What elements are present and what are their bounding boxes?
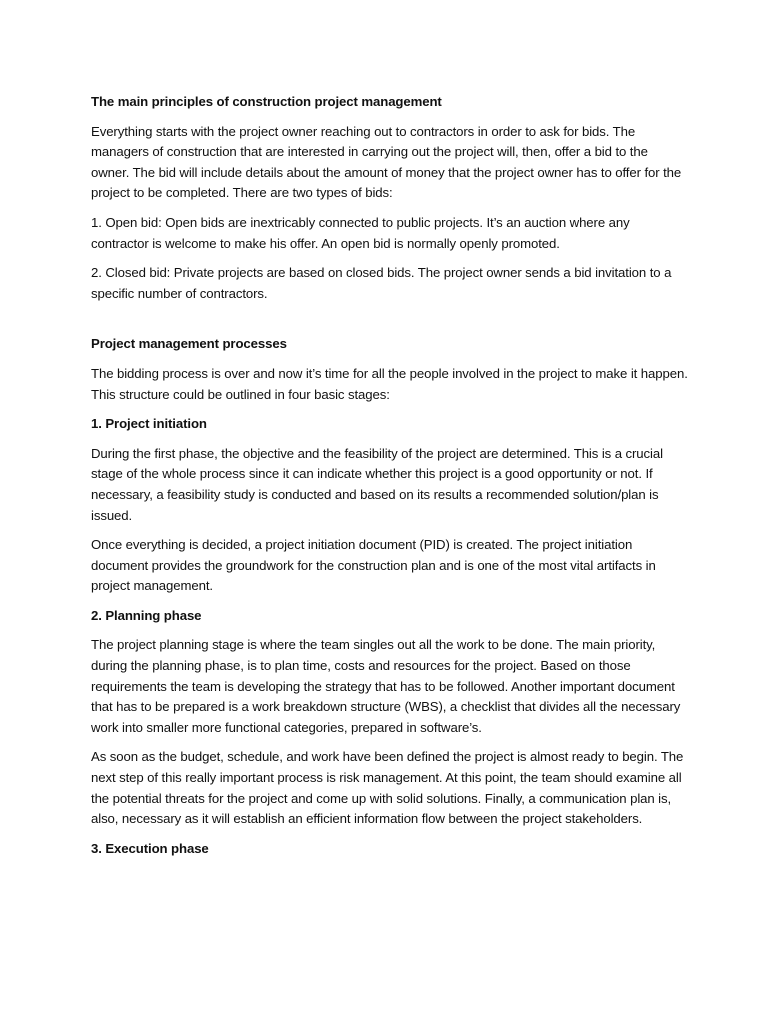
section-spacer: [91, 313, 689, 334]
paragraph-bids-intro: Everything starts with the project owner reaching out to contractors in order to ask for bids. The managers of construction that are interested in carrying out the project will, then, offer a bid to the owner. The bid will include details about the amount of money that the project owner has to offer for the project to be completed. There are two types of bids:: [91, 123, 682, 201]
paragraph-initiation-2: Once everything is decided, a project initiation document (PID) is created. The project initiation document provides the groundwork for the construction plan and is one of the most vital artifacts in project management.: [91, 537, 656, 594]
paragraph-open-bid: 1. Open bid: Open bids are inextricably connected to public projects. It’s an auction where any contractor is welcome to make his offer. An open bid is normally openly promoted.: [91, 214, 630, 251]
paragraph-processes-intro: The bidding process is over and now it’s time for all the people involved in the project to make it happen. This structure could be outlined in four basic stages:: [91, 365, 688, 402]
section-heading-principles: The main principles of construction project management: [91, 94, 442, 109]
section-heading-processes: Project management processes: [91, 336, 287, 352]
subheading-planning-phase: 2. Planning phase: [91, 607, 202, 623]
paragraph-closed-bid: 2. Closed bid: Private projects are based on closed bids. The project owner sends a bid invitation to a specific number of contractors.: [91, 265, 672, 301]
paragraph-planning-2: As soon as the budget, schedule, and work have been defined the project is almost ready to begin. The next step of this really important process is risk management. At this point, the team should examine all the potential threats for the project and come up with solid solutions. Finally, a communication plan is, also, necessary as it will establish an efficient information flow between the project stakeholders.: [91, 749, 684, 827]
document-body: [91, 92, 689, 868]
subheading-execution-phase: 3. Execution phase: [91, 840, 209, 856]
paragraph-initiation-1: During the first phase, the objective and the feasibility of the project are determined. This is a crucial stage of the whole process since it can indicate whether this project is a good opportunity or not. If necessary, a feasibility study is conducted and based on its results a recommended solution/plan is issued.: [91, 445, 663, 523]
paragraph-planning-1: The project planning stage is where the team singles out all the work to be done. The main priority, during the planning phase, is to plan time, costs and resources for the project. Based on those requirements the team is developing the strategy that has to be followed. Another important document that has to be prepared is a work breakdown structure (WBS), a checklist that divides all the necessary work into smaller more functional categories, prepared in software’s.: [91, 637, 681, 735]
subheading-project-initiation: 1. Project initiation: [91, 416, 207, 432]
